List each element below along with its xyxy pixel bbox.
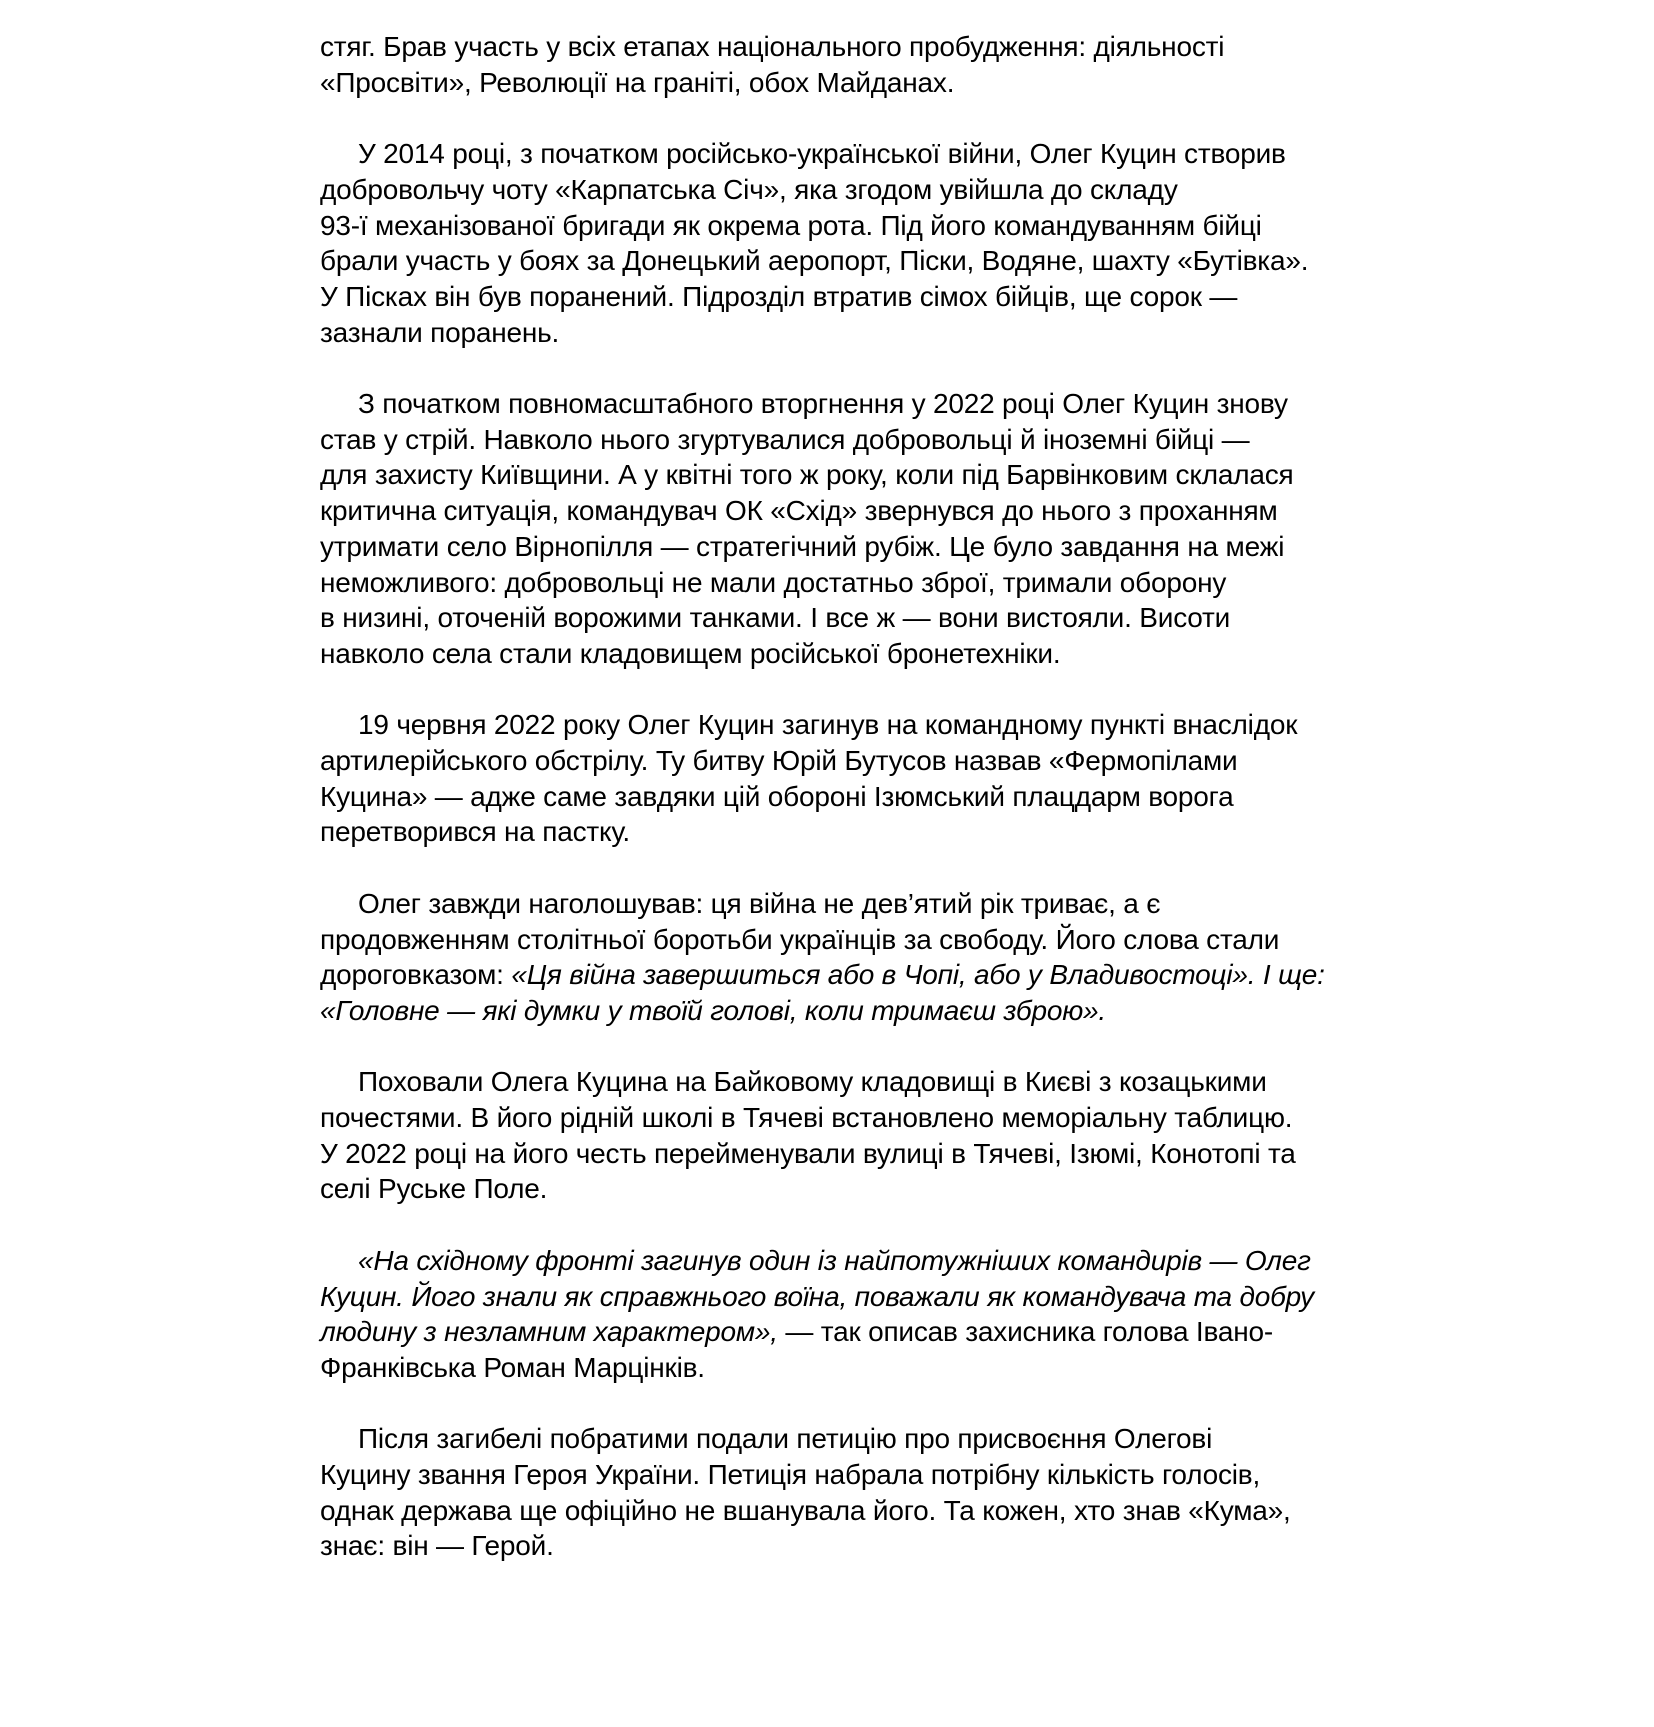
text-segment: «Просвіти», Революції на граніті, обох Майданах. [320,66,955,98]
text-line [320,1528,1654,1564]
text-segment: З початком повномасштабного вторгнення у 2022 році Олег Куцин знову [358,388,1288,419]
paragraph [320,707,1654,850]
text-line [320,1243,1654,1279]
text-segment: критична ситуація, командувач ОК «Схід» звернувся до нього з проханням [320,495,1278,527]
text-segment: перетворився на пастку. [320,816,630,848]
text-line [320,136,1654,172]
text-line [320,1350,1654,1386]
text-line [320,243,1654,279]
italic-text-segment: Куцин. Його знали як справжнього воїна, поважали як командувача та добру [320,1280,1314,1312]
text-line [320,600,1654,636]
text-line [320,208,1654,244]
text-line [320,1136,1654,1172]
text-segment: артилерійського обстрілу. Ту битву Юрій Бутусов назвав «Фермопілами [320,745,1238,777]
text-segment: почестями. В його рідній школі в Тячеві встановлено меморіальну таблицю. [320,1102,1293,1134]
text-segment: 93-ї механізованої бригади як окрема рота. Під його командуванням бійці [320,209,1262,241]
italic-text-segment: «На східному фронті загинув один із найпотужніших командирів — Олег [358,1244,1311,1276]
text-line [320,1064,1654,1100]
paragraph [320,29,1654,100]
paragraph [320,136,1654,350]
text-segment: Поховали Олега Куцина на Байковому кладовищі в Києві з козацькими [358,1066,1267,1098]
text-segment: Куцину звання Героя України. Петиція набрала потрібну кількість голосів, [320,1459,1261,1491]
text-segment: став у стрій. Навколо нього згуртувалися добровольці й іноземні бійці — [320,423,1250,455]
paragraph [320,386,1654,672]
paragraph [320,886,1654,1029]
paragraph [320,1421,1654,1564]
text-line [320,315,1654,351]
text-line [320,1279,1654,1315]
text-segment: добровольчу чоту «Карпатська Січ», яка згодом увійшла до складу [320,173,1178,205]
text-segment: стяг. Брав участь у всіх етапах національного пробудження: діяльності [320,31,1225,62]
text-line [320,565,1654,601]
text-segment: однак держава ще офіційно не вшанувала його. Та кожен, хто знав «Кума», [320,1494,1291,1526]
text-line [320,1421,1654,1457]
italic-text-segment: «Ця війна завершиться або в Чопі, або у Владивостоці». І ще: [511,959,1325,991]
text-segment: У 2022 році на його честь перейменували вулиці в Тячеві, Ізюмі, Конотопі та [320,1137,1296,1169]
text-line [320,422,1654,458]
text-segment: утримати село Вірнопілля — стратегічний рубіж. Це було завдання на межі [320,530,1285,562]
text-line [320,1457,1654,1493]
text-segment: брали участь у боях за Донецький аеропорт, Піски, Водяне, шахту «Бутівка». [320,245,1309,277]
text-line [320,993,1654,1029]
text-line [320,493,1654,529]
text-line [320,636,1654,672]
text-line [320,743,1654,779]
text-line [320,957,1654,993]
text-line [320,1493,1654,1529]
text-line [320,1314,1654,1350]
text-line [320,529,1654,565]
text-line [320,172,1654,208]
text-segment: для захисту Київщини. А у квітні того ж року, коли під Барвінковим склалася [320,459,1294,491]
text-segment: знає: він — Герой. [320,1530,554,1562]
text-line [320,707,1654,743]
italic-text-segment: «Головне — які думки у твоїй голові, коли тримаєш зброю». [320,994,1107,1026]
text-line [320,65,1654,101]
text-line [320,29,1654,65]
text-segment: Куцина» — адже саме завдяки цій обороні Ізюмський плацдарм ворога [320,780,1234,812]
text-segment: в низині, оточеній ворожими танками. І все ж — вони вистояли. Висоти [320,602,1231,634]
text-segment: Олег завжди наголошував: ця війна не дев’ятий рік триває, а є [358,887,1161,919]
text-line [320,457,1654,493]
text-line [320,279,1654,315]
text-line [320,386,1654,422]
italic-text-segment: людину з незламним характером», [320,1316,778,1348]
text-segment: продовженням столітньої боротьби українців за свободу. Його слова стали [320,923,1280,955]
text-segment: Франківська Роман Марцінків. [320,1351,705,1383]
text-segment: У Пісках він був поранений. Підрозділ втратив сімох бійців, ще сорок — [320,280,1238,312]
paragraph [320,1243,1654,1386]
text-segment: — так описав захисника голова Івано- [777,1316,1274,1348]
text-line [320,1171,1654,1207]
text-line [320,1100,1654,1136]
text-line [320,886,1654,922]
text-segment: зазнали поранень. [320,316,560,348]
text-segment: Після загибелі побратими подали петицію про присвоєння Олегові [358,1423,1213,1455]
text-segment: селі Руське Поле. [320,1173,548,1205]
text-segment: 19 червня 2022 року Олег Куцин загинув на командному пункті внаслідок [358,709,1298,741]
text-line [320,779,1654,815]
text-line [320,814,1654,850]
text-segment: У 2014 році, з початком російсько-української війни, Олег Куцин створив [358,138,1286,170]
text-segment: дороговказом: [320,959,512,991]
paragraph [320,1064,1654,1207]
document-body [320,29,1654,1564]
text-segment: неможливого: добровольці не мали достатньо зброї, тримали оборону [320,566,1227,598]
text-segment: навколо села стали кладовищем російської бронетехніки. [320,637,1061,669]
text-line [320,922,1654,958]
